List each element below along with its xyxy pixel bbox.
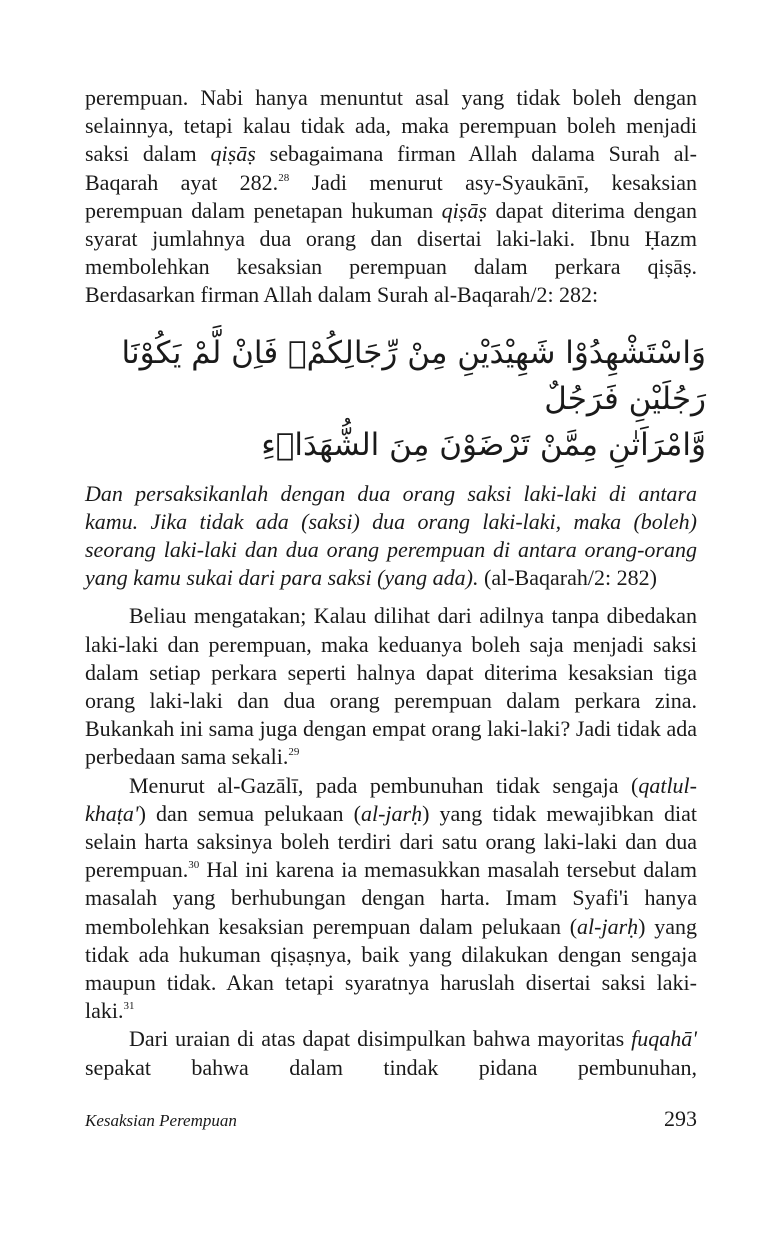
paragraph-1-text-d: Jadi menurut asy-Syaukānī, kesaksian perempuan dalam penetapan hukuman (85, 169, 697, 223)
paragraph-2-text: Beliau mengatakan; Kalau dilihat dari adilnya tanpa dibedakan laki-laki dan perempuan, maka keduanya boleh saja menjadi saksi dalam setiap perkara seperti halnya dapat diterima kesaksian tiga orang laki-laki dan dua orang perempuan dalam perkara zina. Bukankah ini sama juga dengan empat orang laki-laki? Jadi tidak ada perbedaan sama sekali. (85, 603, 697, 770)
footnote-ref-28[interactable]: 28 (278, 171, 290, 184)
paragraph-3 (85, 772, 697, 1026)
footnote-ref-29[interactable]: 29 (288, 746, 300, 759)
paragraph-4-text-c: sepakat bahwa dalam tindak pidana pembunuhan, (85, 1054, 697, 1080)
term-al-jarh: al-jarḥ (360, 800, 423, 826)
term-fuqaha: fuqahā' (631, 1026, 697, 1052)
paragraph-3-text-h: ) yang tidak ada hukuman qiṣaṣnya, baik yang dilakukan dengan sengaja maupun tidak. Akan tetapi syaratnya haruslah disertai saksi laki-laki. (85, 913, 697, 1024)
arabic-verse-line-2: وَّامْرَاَتٰنِ مِمَّنْ تَرْضَوْنَ مِنَ الشُّهَدَاۤءِ (261, 426, 706, 463)
term-qisas: qiṣāṣ (441, 197, 487, 223)
page-body (85, 84, 706, 1082)
verse-translation (85, 480, 697, 593)
paragraph-3-text-f: Hal ini karena ia memasukkan masalah tersebut dalam masalah yang berhubungan dengan harta. Imam Syafi'i hanya membolehkan kesaksian perempuan dalam pelukaan ( (85, 857, 697, 939)
paragraph-2 (85, 602, 697, 771)
paragraph-1 (85, 84, 697, 310)
paragraph-3-text-c: ) dan semua pelukaan ( (138, 800, 361, 826)
term-al-jarh: al-jarḥ (577, 913, 639, 939)
term-qatlul-khata: qatlul-khaṭa' (85, 772, 697, 826)
arabic-verse-line-1: وَاسْتَشْهِدُوْا شَهِيْدَيْنِ مِنْ رِّجَالِكُمْۚ فَاِنْ لَّمْ يَكُوْنَا رَجُلَيْنِ فَرَجُلٌ (121, 334, 706, 417)
paragraph-3-text-e: ) yang tidak mewajibkan diat selain harta saksinya boleh terdiri dari satu orang laki-laki dan dua perempuan. (85, 800, 697, 883)
translation-text: Dan persaksikanlah dengan dua orang saksi laki-laki di antara kamu. Jika tidak ada (saksi) dua orang laki-laki, maka (boleh) seorang laki-laki dan dua orang perempuan di antara orang-orang yang kamu sukai dari para saksi (yang ada). (85, 480, 697, 591)
paragraph-1-text-a: perempuan. Nabi hanya menuntut asal yang tidak boleh dengan selainnya, tetapi kalau tidak ada, maka perempuan boleh menjadi saksi dalam (85, 85, 697, 167)
page-footer (85, 1106, 697, 1132)
paragraph-3-text-a: Menurut al-Gazālī, pada pembunuhan tidak sengaja ( (129, 772, 639, 798)
paragraph-1-text-c: sebagaimana firman Allah dalama Surah al-Baqarah ayat 282. (85, 141, 697, 195)
paragraph-4 (85, 1025, 697, 1081)
arabic-verse (85, 330, 706, 468)
page-number: 293 (664, 1106, 697, 1131)
running-title: Kesaksian Perempuan (85, 1111, 237, 1130)
paragraph-4-text-a: Dari uraian di atas dapat disimpulkan bahwa mayoritas (129, 1026, 632, 1052)
footnote-ref-30[interactable]: 30 (188, 859, 200, 872)
term-qisas: qiṣāṣ (210, 141, 256, 167)
footnote-ref-31[interactable]: 31 (123, 1000, 135, 1013)
translation-reference: (al-Baqarah/2: 282) (478, 565, 657, 591)
paragraph-1-text-f: dapat diterima dengan syarat jumlahnya dua orang dan disertai laki-laki. Ibnu Ḥazm membolehkan kesaksian perempuan dalam perkara qiṣāṣ. Berdasarkan firman Allah dalam Surah al-Baqarah/2: 282: (85, 197, 697, 308)
